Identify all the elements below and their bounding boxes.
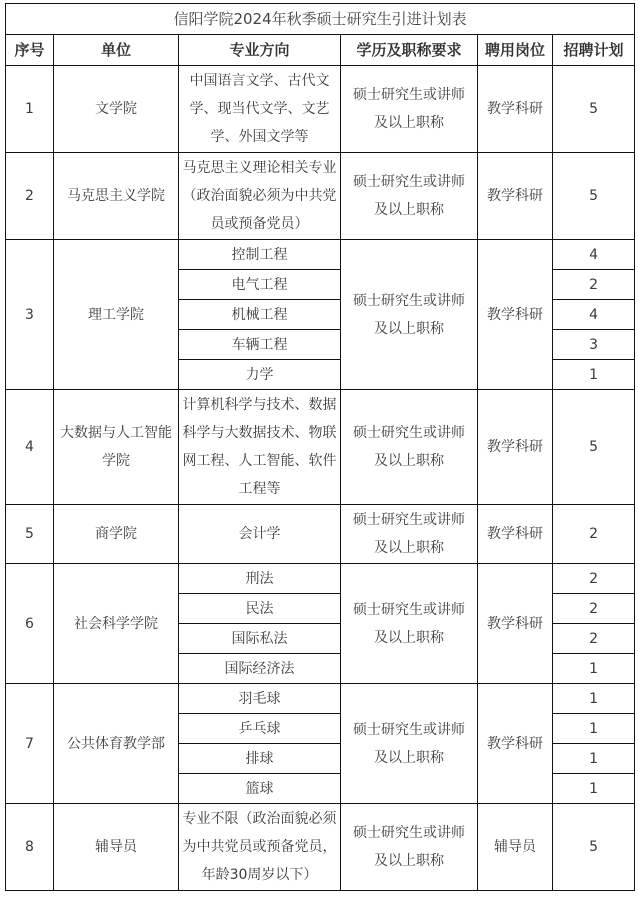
- header-requirement: 学历及职称要求: [341, 35, 478, 66]
- row-major: 电气工程: [179, 270, 341, 300]
- row-plan-count: 1: [553, 360, 635, 390]
- row-unit: 辅导员: [54, 804, 179, 891]
- row-requirement: 硕士研究生或讲师及以上职称: [341, 564, 478, 684]
- table-row: [6, 240, 635, 270]
- row-major: 机械工程: [179, 300, 341, 330]
- header-index: 序号: [6, 35, 54, 66]
- row-requirement: 硕士研究生或讲师及以上职称: [341, 804, 478, 891]
- row-index: 1: [6, 66, 54, 153]
- recruitment-plan-table: [5, 3, 635, 891]
- row-unit: 大数据与人工智能学院: [54, 390, 179, 505]
- row-position: 教学科研: [478, 153, 553, 240]
- row-plan-count: 4: [553, 300, 635, 330]
- table-row: [6, 684, 635, 714]
- header-unit: 单位: [54, 35, 179, 66]
- header-row: [6, 35, 635, 66]
- row-index: 7: [6, 684, 54, 804]
- row-major: 篮球: [179, 774, 341, 804]
- row-position: 教学科研: [478, 390, 553, 505]
- row-plan-count: 1: [553, 744, 635, 774]
- row-requirement: 硕士研究生或讲师及以上职称: [341, 505, 478, 564]
- row-index: 8: [6, 804, 54, 891]
- row-position: 教学科研: [478, 240, 553, 390]
- row-index: 6: [6, 564, 54, 684]
- row-plan-count: 1: [553, 714, 635, 744]
- row-index: 2: [6, 153, 54, 240]
- row-index: 4: [6, 390, 54, 505]
- row-plan-count: 1: [553, 684, 635, 714]
- row-plan-count: 1: [553, 774, 635, 804]
- row-plan-count: 1: [553, 654, 635, 684]
- row-unit: 商学院: [54, 505, 179, 564]
- row-plan-count: 2: [553, 624, 635, 654]
- row-unit: 公共体育教学部: [54, 684, 179, 804]
- row-requirement: 硕士研究生或讲师及以上职称: [341, 153, 478, 240]
- title-row: [6, 4, 635, 35]
- row-position: 教学科研: [478, 505, 553, 564]
- row-plan-count: 2: [553, 594, 635, 624]
- table-row: [6, 505, 635, 564]
- row-position: 教学科研: [478, 66, 553, 153]
- row-unit: 社会科学学院: [54, 564, 179, 684]
- row-plan-count: 5: [553, 390, 635, 505]
- row-plan-count: 2: [553, 564, 635, 594]
- row-major: 排球: [179, 744, 341, 774]
- row-requirement: 硕士研究生或讲师及以上职称: [341, 684, 478, 804]
- row-major: 专业不限（政治面貌必须为中共党员或预备党员，年龄30周岁以下）: [179, 804, 341, 891]
- table-title: 信阳学院2024年秋季硕士研究生引进计划表: [6, 4, 635, 35]
- row-major: 国际经济法: [179, 654, 341, 684]
- row-major: 车辆工程: [179, 330, 341, 360]
- row-requirement: 硕士研究生或讲师及以上职称: [341, 390, 478, 505]
- row-plan-count: 5: [553, 804, 635, 891]
- row-major: 会计学: [179, 505, 341, 564]
- row-major: 控制工程: [179, 240, 341, 270]
- row-unit: 马克思主义学院: [54, 153, 179, 240]
- header-position: 聘用岗位: [478, 35, 553, 66]
- row-unit: 文学院: [54, 66, 179, 153]
- row-requirement: 硕士研究生或讲师及以上职称: [341, 66, 478, 153]
- row-plan-count: 2: [553, 505, 635, 564]
- row-plan-count: 5: [553, 66, 635, 153]
- row-requirement: 硕士研究生或讲师及以上职称: [341, 240, 478, 390]
- table-row: [6, 66, 635, 153]
- table-row: [6, 804, 635, 891]
- row-index: 3: [6, 240, 54, 390]
- row-position: 教学科研: [478, 684, 553, 804]
- row-plan-count: 4: [553, 240, 635, 270]
- row-plan-count: 2: [553, 270, 635, 300]
- row-plan-count: 5: [553, 153, 635, 240]
- table-row: [6, 564, 635, 594]
- row-major: 马克思主义理论相关专业（政治面貌必须为中共党员或预备党员）: [179, 153, 341, 240]
- row-major: 刑法: [179, 564, 341, 594]
- header-plan: 招聘计划: [553, 35, 635, 66]
- row-major: 计算机科学与技术、数据科学与大数据技术、物联网工程、人工智能、软件工程等: [179, 390, 341, 505]
- header-major: 专业方向: [179, 35, 341, 66]
- row-major: 羽毛球: [179, 684, 341, 714]
- row-position: 辅导员: [478, 804, 553, 891]
- row-major: 中国语言文学、古代文学、现当代文学、文艺学、外国文学等: [179, 66, 341, 153]
- row-index: 5: [6, 505, 54, 564]
- row-plan-count: 3: [553, 330, 635, 360]
- row-position: 教学科研: [478, 564, 553, 684]
- table-row: [6, 153, 635, 240]
- row-unit: 理工学院: [54, 240, 179, 390]
- row-major: 乒乓球: [179, 714, 341, 744]
- row-major: 力学: [179, 360, 341, 390]
- row-major: 国际私法: [179, 624, 341, 654]
- row-major: 民法: [179, 594, 341, 624]
- table-row: [6, 390, 635, 505]
